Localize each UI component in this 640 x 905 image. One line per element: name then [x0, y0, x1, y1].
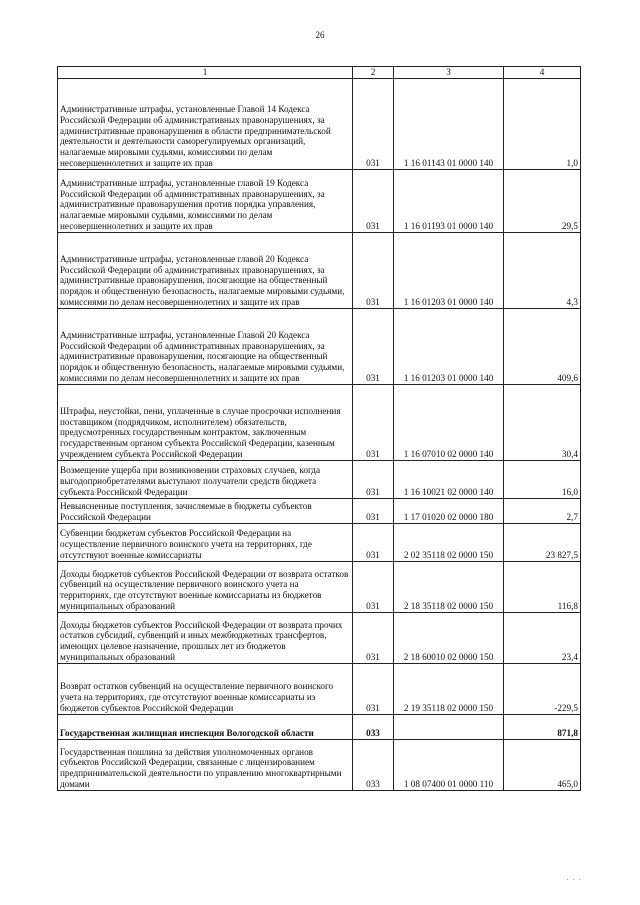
row-admin-code: 031 — [353, 170, 394, 233]
row-description: Субвенции бюджетам субъектов Российской Федерации на осуществление первичного воинского учета на территориях, где отсутствуют военные комиссариаты — [58, 524, 353, 562]
table-row — [58, 170, 581, 233]
row-description: Государственная жилищная инспекция Вологодской области — [58, 715, 353, 740]
row-amount: 2,7 — [504, 499, 581, 524]
table-row — [58, 499, 581, 524]
row-description: Административные штрафы, установленные главой 20 Кодекса Российской Федерации об административных правонарушениях, за административные правонарушения, посягающие на общественный порядок и общественную безопасность, налагаемые мировыми судьями, комиссиями по делам несовершеннолетних и защите их прав — [58, 233, 353, 309]
row-description: Доходы бюджетов субъектов Российской Федерации от возврата прочих остатков субсидий, субвенций и иных межбюджетных трансфертов, имеющих целевое назначение, прошлых лет из бюджетов муниципальных образований — [58, 613, 353, 664]
row-description: Штрафы, неустойки, пени, уплаченные в случае просрочки исполнения поставщиком (подрядчиком, исполнителем) обязательств, предусмотренных государственным контрактом, заключенным государственным органом субъекта Российской Федерации, казенным учреждением субъекта Российской Федерации — [58, 385, 353, 461]
column-header: 1 — [58, 67, 353, 79]
row-admin-code: 033 — [353, 715, 394, 740]
table-row — [58, 385, 581, 461]
column-header: 2 — [353, 67, 394, 79]
row-admin-code: 031 — [353, 562, 394, 613]
table-row — [58, 715, 581, 740]
row-description: Возмещение ущерба при возникновении страховых случаев, когда выгодоприобретателями выступают получатели средств бюджета субъекта Российской Федерации — [58, 461, 353, 499]
row-classification-code: 2 18 35118 02 0000 150 — [394, 562, 504, 613]
row-admin-code: 031 — [353, 461, 394, 499]
row-classification-code: 2 18 60010 02 0000 150 — [394, 613, 504, 664]
row-classification-code: 1 16 01203 01 0000 140 — [394, 233, 504, 309]
table-row — [58, 613, 581, 664]
row-amount: 23,4 — [504, 613, 581, 664]
row-description: Административные штрафы, установленные Главой 14 Кодекса Российской Федерации об административных правонарушениях, за административные правонарушения в области предпринимательской деятельности и деятельности саморегулируемых организаций, налагаемые мировыми судьями, комиссиями по делам несовершеннолетних и защите их прав — [58, 79, 353, 170]
row-amount: 116,8 — [504, 562, 581, 613]
row-amount: 30,4 — [504, 385, 581, 461]
table-row — [58, 309, 581, 385]
row-admin-code: 033 — [353, 740, 394, 791]
row-admin-code: 031 — [353, 613, 394, 664]
row-classification-code: 2 02 35118 02 0000 150 — [394, 524, 504, 562]
table-row — [58, 740, 581, 791]
table-row — [58, 524, 581, 562]
table-row — [58, 461, 581, 499]
row-admin-code: 031 — [353, 524, 394, 562]
row-admin-code: 031 — [353, 233, 394, 309]
row-description: Возврат остатков субвенций на осуществление первичного воинского учета на территориях, где отсутствуют военные комиссариаты из бюджетов субъектов Российской Федерации — [58, 664, 353, 715]
row-amount: 409,6 — [504, 309, 581, 385]
table-row — [58, 79, 581, 170]
row-classification-code: 1 16 01203 01 0000 140 — [394, 309, 504, 385]
column-header: 3 — [394, 67, 504, 79]
row-classification-code: 1 16 01193 01 0000 140 — [394, 170, 504, 233]
row-admin-code: 031 — [353, 309, 394, 385]
row-description: Административные штрафы, установленные главой 19 Кодекса Российской Федерации об административных правонарушениях, за административные правонарушения против порядка управления, налагаемые мировыми судьями, комиссиями по делам несовершеннолетних и защите их прав — [58, 170, 353, 233]
row-classification-code: 1 08 07400 01 0000 110 — [394, 740, 504, 791]
row-admin-code: 031 — [353, 499, 394, 524]
row-amount: 16,0 — [504, 461, 581, 499]
row-amount: 1,0 — [504, 79, 581, 170]
table-row — [58, 233, 581, 309]
row-amount: -229,5 — [504, 664, 581, 715]
row-description: Административные штрафы, установленные Главой 20 Кодекса Российской Федерации об административных правонарушениях, за административные правонарушения, посягающие на общественный порядок и общественную безопасность, налагаемые мировыми судьями, комиссиями по делам несовершеннолетних и защите их прав — [58, 309, 353, 385]
row-amount: 23 827,5 — [504, 524, 581, 562]
table-header-row — [58, 67, 581, 79]
row-classification-code: 1 16 10021 02 0000 140 — [394, 461, 504, 499]
row-admin-code: 031 — [353, 664, 394, 715]
row-amount: 29,5 — [504, 170, 581, 233]
row-classification-code: 2 19 35118 02 0000 150 — [394, 664, 504, 715]
row-amount: 871,8 — [504, 715, 581, 740]
row-description: Невыясненные поступления, зачисляемые в бюджеты субъектов Российской Федерации — [58, 499, 353, 524]
row-admin-code: 031 — [353, 79, 394, 170]
row-classification-code: 1 16 07010 02 0000 140 — [394, 385, 504, 461]
row-classification-code: 1 16 01143 01 0000 140 — [394, 79, 504, 170]
row-description: Государственная пошлина за действия уполномоченных органов субъектов Российской Федерации, связанные с лицензированием предпринимательской деятельности по управлению многоквартирными домами — [58, 740, 353, 791]
column-header: 4 — [504, 67, 581, 79]
row-description: Доходы бюджетов субъектов Российской Федерации от возврата остатков субвенций на осуществление первичного воинского учета на территориях, где отсутствуют военные комиссариаты из бюджетов муниципальных образований — [58, 562, 353, 613]
row-amount: 465,0 — [504, 740, 581, 791]
row-admin-code: 031 — [353, 385, 394, 461]
revenue-table — [57, 66, 581, 791]
row-classification-code: 1 17 01020 02 0000 180 — [394, 499, 504, 524]
row-amount: 4,3 — [504, 233, 581, 309]
row-classification-code — [394, 715, 504, 740]
table-row — [58, 664, 581, 715]
page-number: 26 — [315, 30, 325, 40]
table-row — [58, 562, 581, 613]
scan-mark: · · · — [566, 876, 582, 884]
